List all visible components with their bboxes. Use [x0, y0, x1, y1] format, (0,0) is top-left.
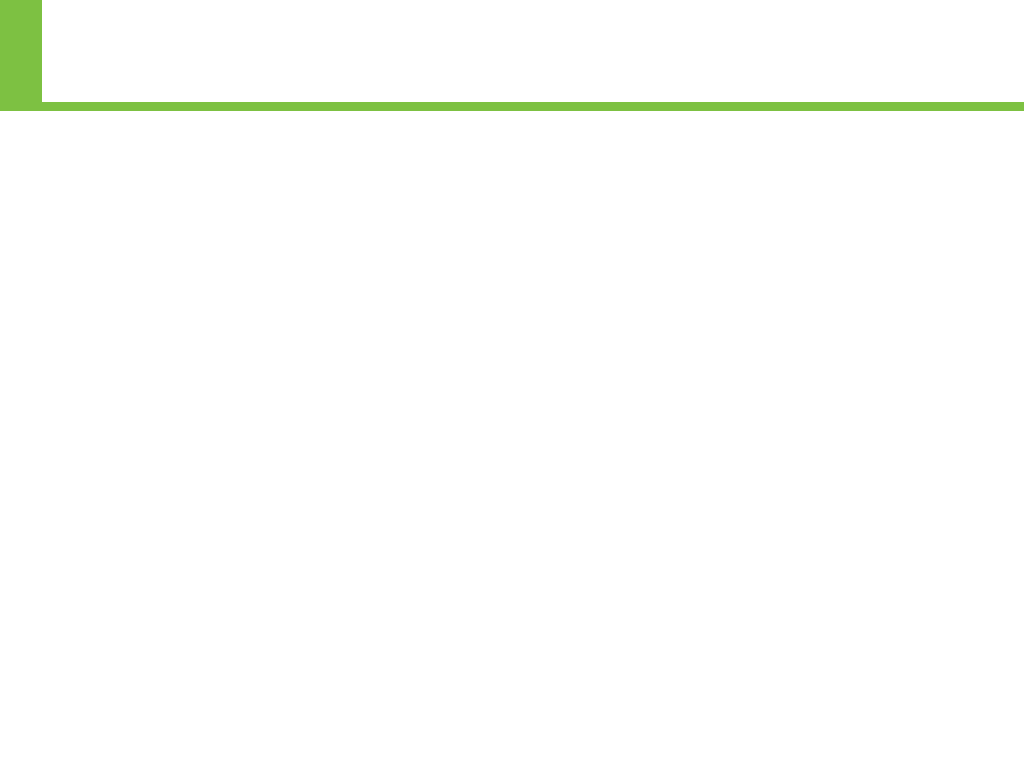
title-underline-bar: [0, 102, 1024, 111]
slide-body: [50, 143, 979, 170]
left-accent-bar: [0, 0, 42, 111]
mria-arim-logo: [737, 668, 1005, 744]
